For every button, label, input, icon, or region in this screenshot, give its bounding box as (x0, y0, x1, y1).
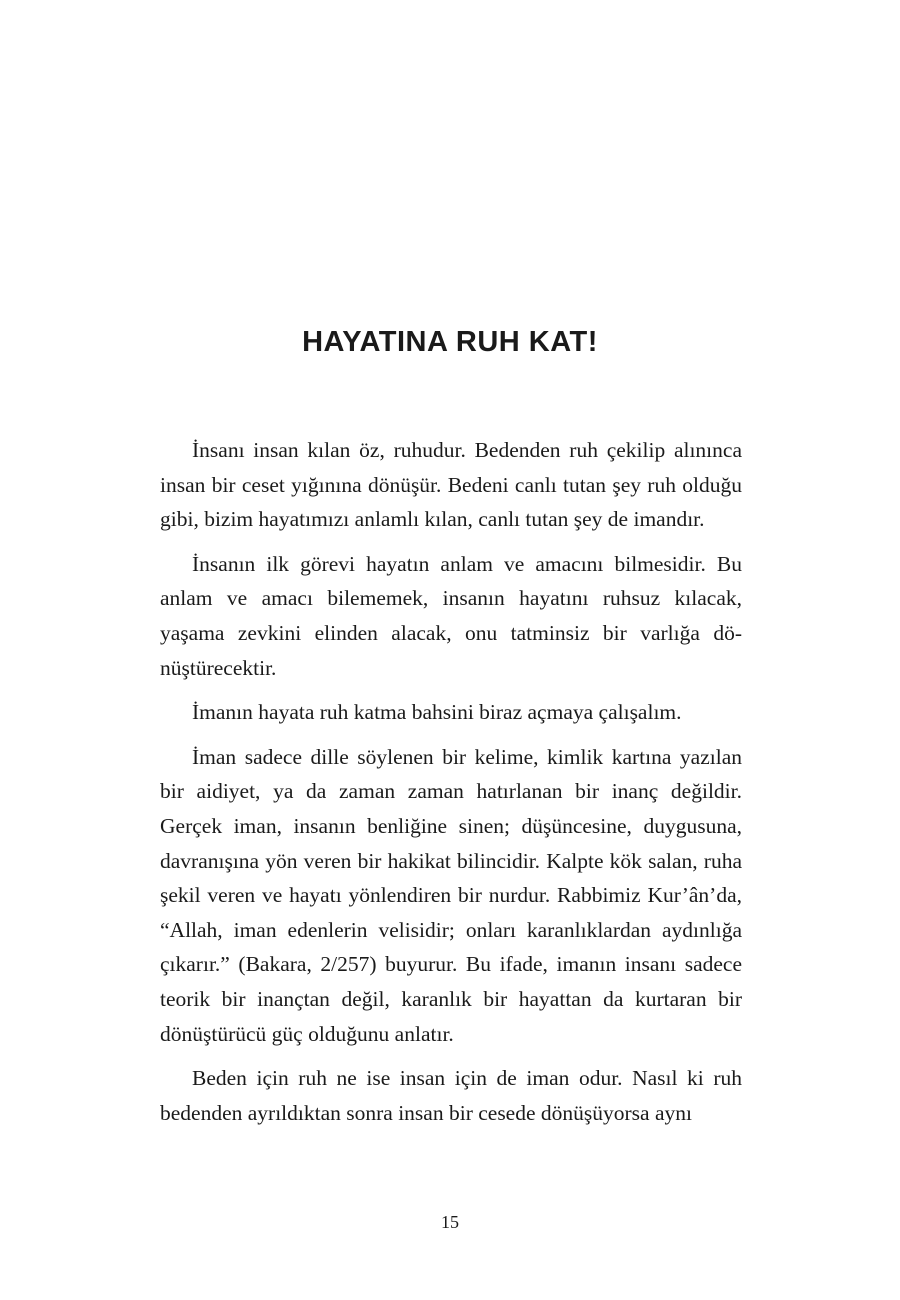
paragraph: İmanın hayata ruh katma bahsini biraz açmaya çalışalım. (192, 700, 682, 725)
paragraph: İnsanın ilk görevi hayatın anlam ve amacını bilmesidir. Bu anlam ve amacı bilememek, insanın hayatını ruhsuz kılacak, yaşama zevkini elinden alacak, onu tatminsiz bir varlığa dönüştürecektir. (160, 551, 742, 680)
paragraph: İnsanı insan kılan öz, ruhudur. Bedenden ruh çekilip alınınca insan bir ceset yığınına dönüşür. Bedeni canlı tutan şey ruh olduğu gibi, bizim hayatımızı anlamlı kılan, canlı tutan şey de imandır. (160, 438, 742, 532)
page-number: 15 (441, 1212, 459, 1232)
body-text (160, 433, 742, 1140)
paragraph: İman sadece dille söylenen bir kelime, kimlik kartına yazılan bir aidiyet, ya da zaman zaman hatırlanan bir inanç değildir. Gerçek iman, insanın benliğine sinen; düşüncesine, duygusuna, davranışına yön veren bir hakikat bilincidir. Kalpte kök salan, ruha şekil veren ve hayatı yönlendiren bir nurdur. Rabbimiz Kur’ân’da, “Allah, iman edenlerin velisidir; onları karanlıklardan aydınlığa çıkarır.” (Bakara, 2/257) buyurur. Bu ifade, imanın insanı sadece teorik bir inançtan değil, karanlık bir hayattan da kurtaran bir dönüştürücü güç olduğunu anlatır. (160, 744, 742, 1046)
chapter-title: HAYATINA RUH KAT! (302, 326, 598, 358)
paragraph: Beden için ruh ne ise insan için de iman odur. Nasıl ki ruh bedenden ayrıldıktan sonra insan bir cesede dönüşüyorsa aynı (160, 1066, 742, 1125)
